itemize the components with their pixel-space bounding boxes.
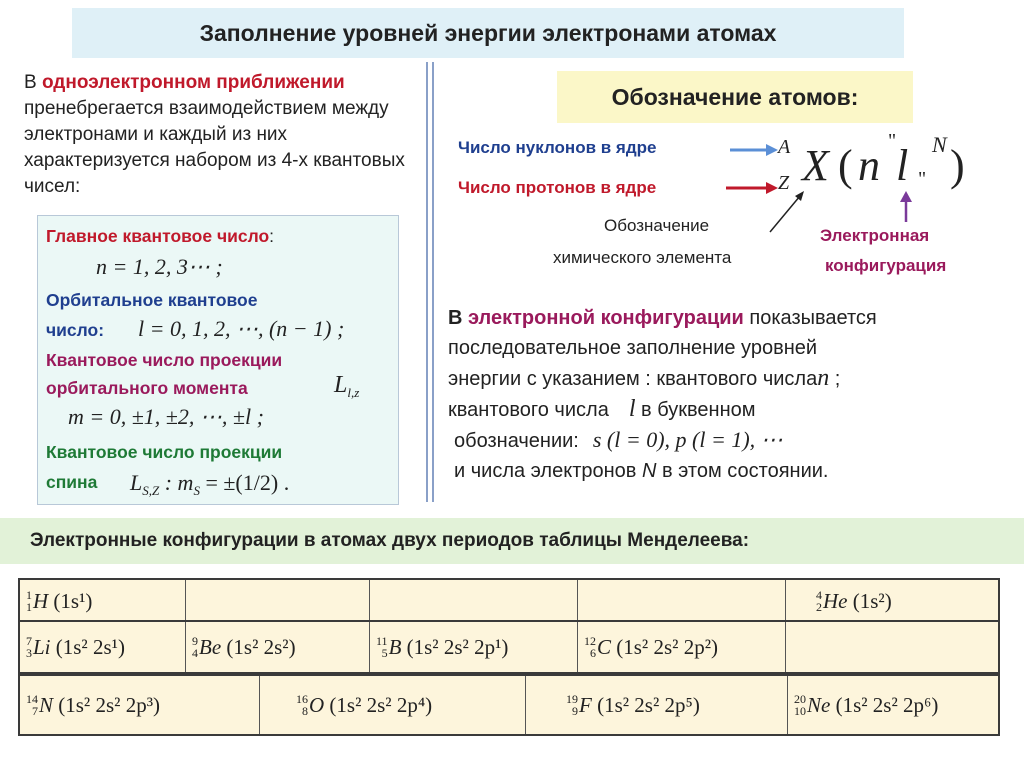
- element-cell-Be: 9 4 Be (1s² 2s²): [186, 622, 370, 672]
- element-cell-Li: 7 3 Li (1s² 2s¹): [20, 622, 186, 672]
- spin-label-1: Квантовое число проекции: [46, 442, 283, 462]
- elements-row-2: [18, 620, 1000, 674]
- notation-X: X: [802, 141, 829, 190]
- empty-cell-4: [786, 622, 994, 672]
- notation-A: A: [778, 136, 791, 158]
- page-title: Заполнение уровней энергии электронами атомах: [199, 19, 777, 46]
- empty-cell-2: [370, 580, 578, 622]
- main-quantum-label: Главное квантовое число: [46, 226, 270, 246]
- projection-L: $L_{l,z}$: [334, 372, 360, 400]
- intro-highlight: одноэлектронном приближении: [41, 72, 345, 93]
- protons-arrow-icon: [726, 182, 778, 194]
- element-cell-N: 14 7 N (1s² 2s² 2p³): [20, 676, 260, 734]
- elements-row-1: [18, 578, 1000, 624]
- config-arrow-icon: [900, 191, 912, 222]
- nucleons-label: Число нуклонов в ядре: [458, 138, 657, 157]
- notation-Z: Z: [778, 172, 790, 194]
- main-quantum-colon: :: [269, 226, 275, 246]
- element-cell-He: 4 2 He (1s²): [816, 588, 892, 614]
- projection-label-1: Квантовое число проекции: [46, 350, 283, 370]
- element-cell-F: 19 9 F (1s² 2s² 2p⁵): [526, 676, 788, 734]
- configs-band: [0, 518, 1024, 564]
- notation-n: n: [858, 141, 880, 190]
- orbital-label-2: число:: [46, 320, 105, 340]
- notation-quote-top: ": [888, 130, 897, 152]
- spin-label-2: спина: [46, 472, 98, 492]
- config-highlight: электронной конфигурации: [468, 307, 744, 329]
- intro-rest: пренебрегается взаимодействием между электронами и каждый из них характеризуется набором из 4-х квантовых чисел:: [24, 98, 405, 197]
- element-cell-H: 1 1 H (1s¹): [20, 580, 186, 622]
- configs-band-title: Электронные конфигурации в атомах двух периодов таблицы Менделеева:: [30, 530, 750, 551]
- orbital-label-1: Орбитальное квантовое: [46, 290, 258, 310]
- element-cell-Ne: 20 10 Ne (1s² 2s² 2p⁶): [794, 692, 939, 718]
- notation-open-paren: (: [838, 141, 853, 190]
- chem-element-label-1: Обозначение: [604, 216, 710, 235]
- orbital-formula: l = 0, 1, 2, ⋯, (n − 1) ;: [138, 316, 345, 341]
- protons-label: Число протонов в ядре: [458, 178, 657, 197]
- chem-element-label-2: химического элемента: [553, 248, 732, 267]
- atoms-notation-header: Обозначение атомов:: [557, 71, 913, 123]
- notation-close-paren: ): [950, 141, 965, 190]
- spin-formula: $L_{S,Z}$ : $m_S = \pm(1/2)$ .: [130, 470, 290, 498]
- projection-label-2: орбитального момента: [46, 378, 248, 398]
- projection-formula: m = 0, ±1, ±2, ⋯, ±l ;: [68, 404, 264, 429]
- elements-row-3: [18, 674, 1000, 736]
- empty-cell-3: [578, 580, 786, 622]
- intro-start: В: [24, 72, 42, 93]
- chem-element-arrow-icon: [770, 191, 804, 232]
- config-label-2: конфигурация: [825, 256, 947, 275]
- main-quantum-formula: n = 1, 2, 3⋯ ;: [96, 254, 223, 279]
- element-cell-O: 16 8 O (1s² 2s² 2p⁴): [260, 676, 526, 734]
- notation-N: N: [932, 132, 947, 157]
- nucleons-arrow-icon: [730, 144, 778, 156]
- element-cell-B: 11 5 B (1s² 2s² 2p¹): [370, 622, 578, 672]
- config-label-1: Электронная: [820, 226, 930, 245]
- empty-cell-1: [186, 580, 370, 622]
- notation-quote-bottom: ": [918, 168, 927, 190]
- element-cell-C: 12 6 C (1s² 2s² 2p²): [578, 622, 786, 672]
- config-paragraph: В электронной конфигурации показывается последовательное заполнение уровней энергии с указанием : квантового числаn ; квантового числа l в буквенном обозначении: s (l = 0), p (l = 1), ⋯ и числа электронов N в этом состоянии.: [448, 307, 877, 482]
- notation-l: l: [896, 141, 909, 190]
